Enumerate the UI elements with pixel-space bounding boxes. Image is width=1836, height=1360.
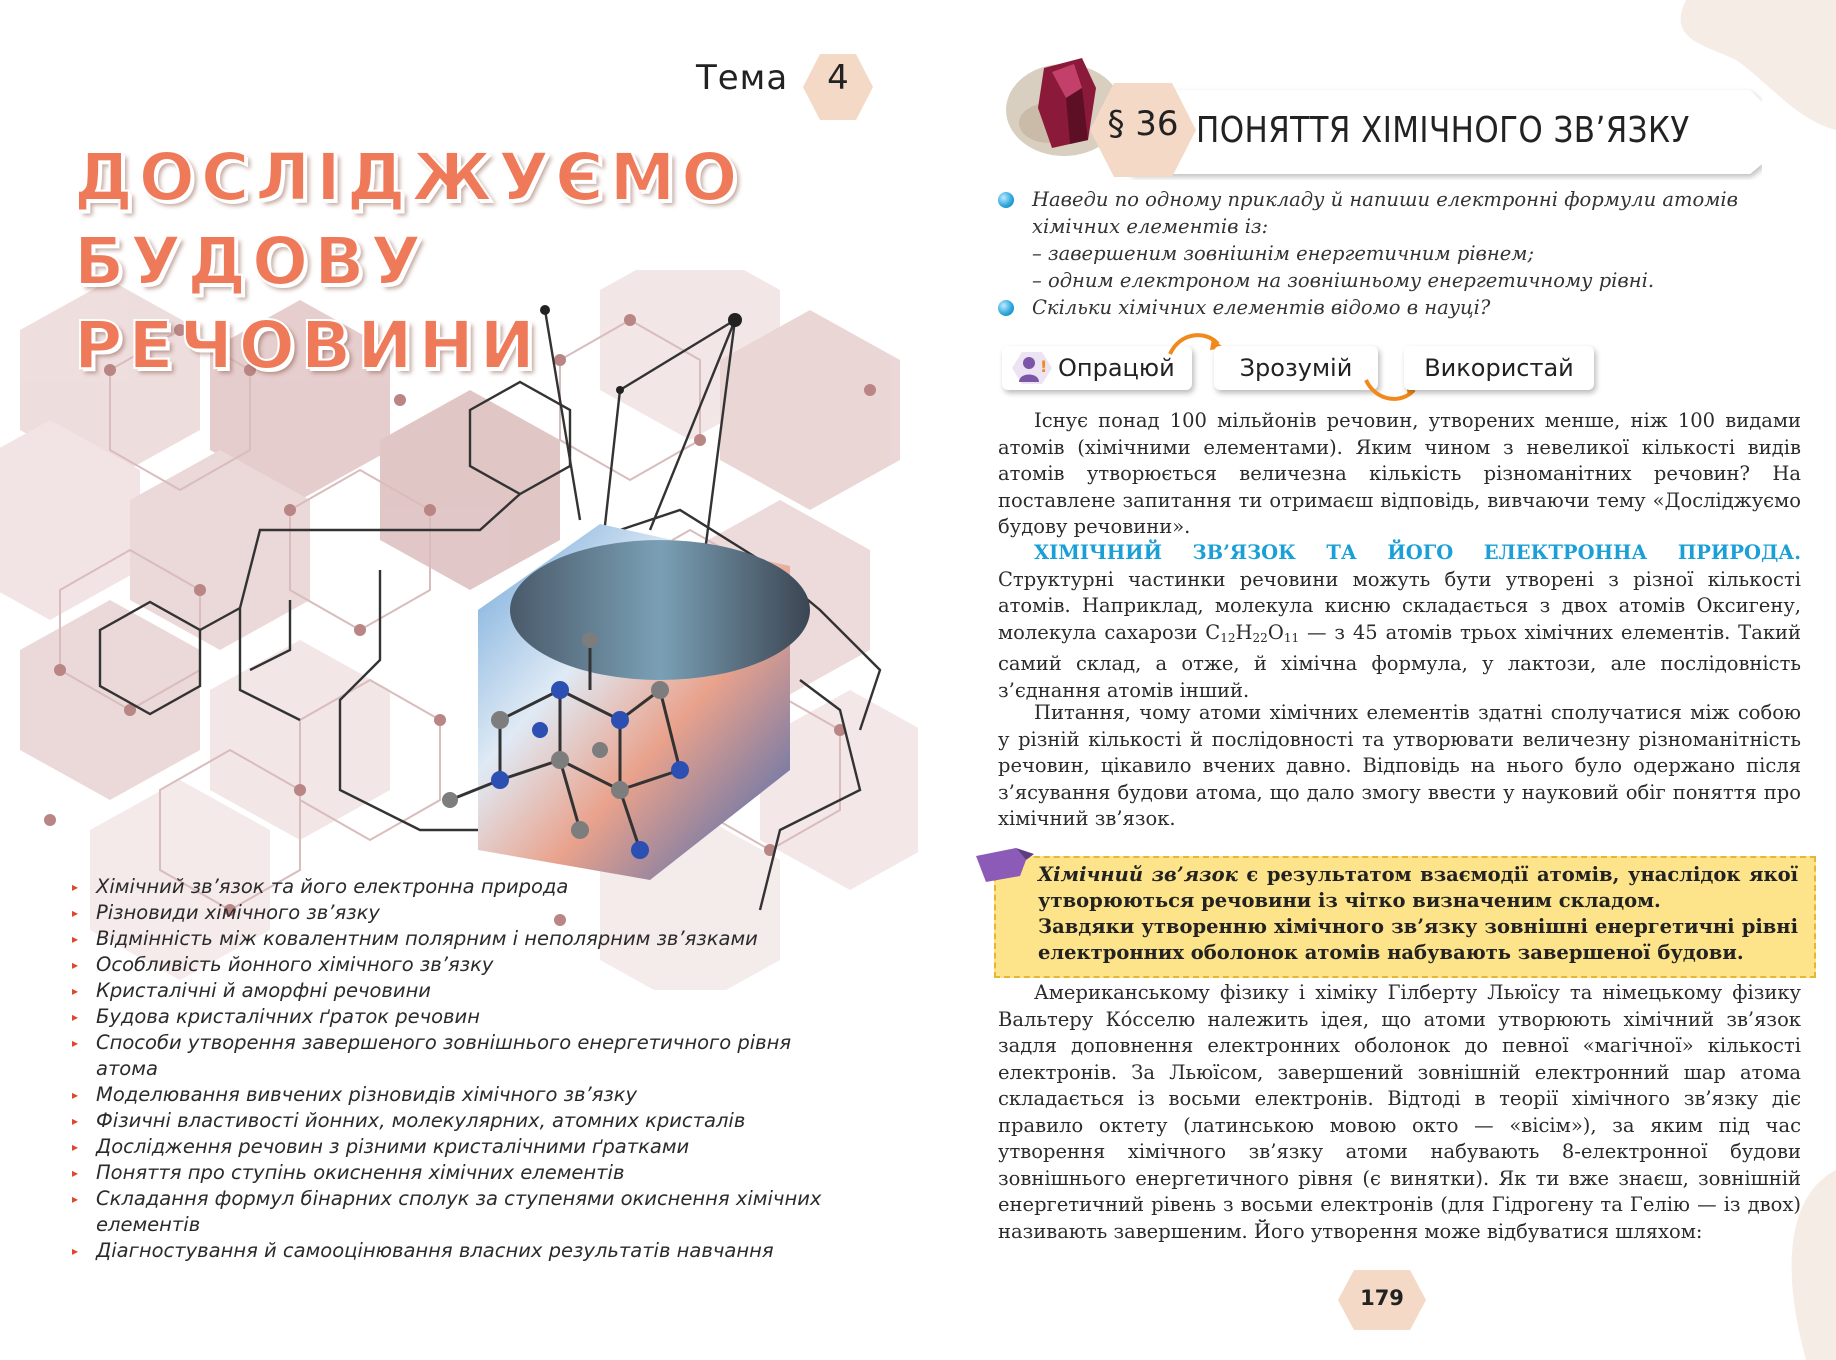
list-item: ▸ Відмінність між ковалентним полярним і неполярним зв’язками xyxy=(72,927,758,950)
bullet-icon: ▸ xyxy=(72,958,79,972)
bullet-icon: ▸ xyxy=(72,1140,79,1154)
bullet-icon: ▸ xyxy=(72,880,79,894)
bullet-icon: ▸ xyxy=(72,1166,79,1180)
list-item: ▸ Способи утворення завершеного зовнішнього енергетичного рівня атома xyxy=(72,1031,792,1080)
list-item: ▸ Різновиди хімічного зв’язку xyxy=(72,901,380,924)
topic-list xyxy=(72,874,842,1264)
bullet-icon: ▸ xyxy=(72,906,79,920)
list-item: ▸ Складання формул бінарних сполук за ступенями окиснення хімічних елементів xyxy=(72,1187,822,1236)
svg-text:!: ! xyxy=(1040,357,1048,376)
question-item: Скільки хімічних елементів відомо в науці? xyxy=(998,294,1798,321)
intro-paragraph: Існує понад 100 мільйонів речовин, утворених менше, ніж 100 видами атомів (хімічними елементами). Яким чином з невеликої кількості видів атомів утворюється величезна кількість різноманітних речовин? На поставлене запитання ти отримаєш відповідь, вивчаючи тему «Досліджуємо будову речовини». xyxy=(998,409,1801,538)
page-number: 179 xyxy=(1360,1286,1404,1310)
list-item: ▸ Моделювання вивчених різновидів хімічного зв’язку xyxy=(72,1083,638,1106)
ribbon-icon xyxy=(976,846,1036,886)
definition-text: Хімічний зв’язок є результатом взаємодії атомів, унаслідок якої утворюються речовини із чітко визначеним складом. Завдяки утворенню хімічного зв’язку зовнішні енергетичні рівні електронних оболонок атомів набувають завершеної будови. xyxy=(1038,863,1798,964)
bullet-icon: ▸ xyxy=(72,1244,79,1258)
step-understand: Зрозумій xyxy=(1214,346,1378,390)
chapter-title-line2: БУДОВУ РЕЧОВИНИ xyxy=(74,223,541,384)
paragraph-title: ПОНЯТТЯ ХІМІЧНОГО ЗВ’ЯЗКУ xyxy=(1196,110,1690,151)
blue-dot-icon xyxy=(998,300,1014,316)
list-item: ▸ Кристалічні й аморфні речовини xyxy=(72,979,431,1002)
section-heading: ХІМІЧНИЙ ЗВ’ЯЗОК ТА ЙОГО ЕЛЕКТРОННА ПРИРОДА xyxy=(1034,541,1795,564)
question-item: Наведи по одному прикладу й напиши електронні формули атомів хімічних елементів із: xyxy=(998,186,1798,240)
chapter-title-line1: ДОСЛІДЖУЄМО xyxy=(74,139,744,216)
definition-term: Хімічний зв’язок xyxy=(1038,863,1238,886)
question-subitem: – завершеним зовнішнім енергетичним рівнем; xyxy=(1032,242,1535,265)
bullet-icon: ▸ xyxy=(72,1114,79,1128)
bullet-icon: ▸ xyxy=(72,984,79,998)
topic-number: 4 xyxy=(827,58,849,98)
question-subitem: – одним електроном на зовнішньому енергетичному рівні. xyxy=(1032,269,1655,292)
student-thinking-icon xyxy=(1012,350,1052,386)
lewis-paragraph: Американському фізику і хіміку Гілберту Льюїсу та німецькому фізику Вальтеру Ко́сселю належить ідея, що атоми утворюють хімічний зв’язок задля доповнення електронних оболонок до певної «магічної» кількості електронів. За Льюїсом, завершений зовнішній електронний шар атома складається із восьми електронів. Відтоді в теорії хімічного зв’язку діє правило октету (латинською мовою окто — «вісім»), за яким під час утворення хімічного зв’язку атоми набувають 8-електронної будови зовнішнього енергетичного рівня (є винятки). Як ти вже знаєш, зовнішній енергетичний рівень з восьми електронів (для Гідрогену та Гелію — із двох) називають завершеним. Його утворення може відбуватися шляхом: xyxy=(998,981,1801,1243)
right-page xyxy=(918,0,1836,1360)
bullet-icon: ▸ xyxy=(72,1010,79,1024)
topic-label: Тема xyxy=(696,58,789,98)
list-item: ▸ Фізичні властивості йонних, молекулярних, атомних кристалів xyxy=(72,1109,746,1132)
list-item: ▸ Будова кристалічних ґраток речовин xyxy=(72,1005,480,1028)
learning-steps xyxy=(998,346,1638,402)
bullet-icon: ▸ xyxy=(72,1036,79,1050)
list-item: ▸ Поняття про ступінь окиснення хімічних елементів xyxy=(72,1161,625,1184)
warmup-questions xyxy=(998,186,1798,321)
bullet-icon: ▸ xyxy=(72,932,79,946)
step-process: ! Опрацюй xyxy=(1002,346,1192,390)
list-item: ▸ Діагностування й самооцінювання власних результатів навчання xyxy=(72,1239,774,1262)
bullet-icon: ▸ xyxy=(72,1192,79,1206)
bullet-icon: ▸ xyxy=(72,1088,79,1102)
blue-dot-icon xyxy=(998,192,1014,208)
list-item: ▸ Дослідження речовин з різними кристалічними ґратками xyxy=(72,1135,690,1158)
chapter-title xyxy=(74,136,774,388)
section-paragraph: ХІМІЧНИЙ ЗВ’ЯЗОК ТА ЙОГО ЕЛЕКТРОННА ПРИРОДА. Структурні частинки речовини можуть бути утворені з різної кількості атомів. Наприклад, молекула кисню складається з двох атомів Оксигену, молекула сахарози $C_{12}H_{22}O_{11}$ — з 45 атомів трьох хімічних елементів. Такий самий склад, а отже, й хімічна формула, у лактози, але послідовність з’єднання атомів інший. xyxy=(998,541,1801,702)
list-item: ▸ Особливість йонного хімічного зв’язку xyxy=(72,953,494,976)
history-paragraph: Питання, чому атоми хімічних елементів здатні сполучатися між собою у різній кількості й послідовності та утворювати величезну різноманітність речовин, цікавило вчених давно. Відповідь на нього було одержано після з’ясування будови атома, що дало змогу ввести у науковий обіг поняття про хімічний зв’язок. xyxy=(998,701,1801,830)
list-item: ▸ Хімічний зв’язок та його електронна природа xyxy=(72,875,569,898)
step-apply: Використай xyxy=(1404,346,1594,390)
paragraph-number: § 36 xyxy=(1107,104,1179,144)
